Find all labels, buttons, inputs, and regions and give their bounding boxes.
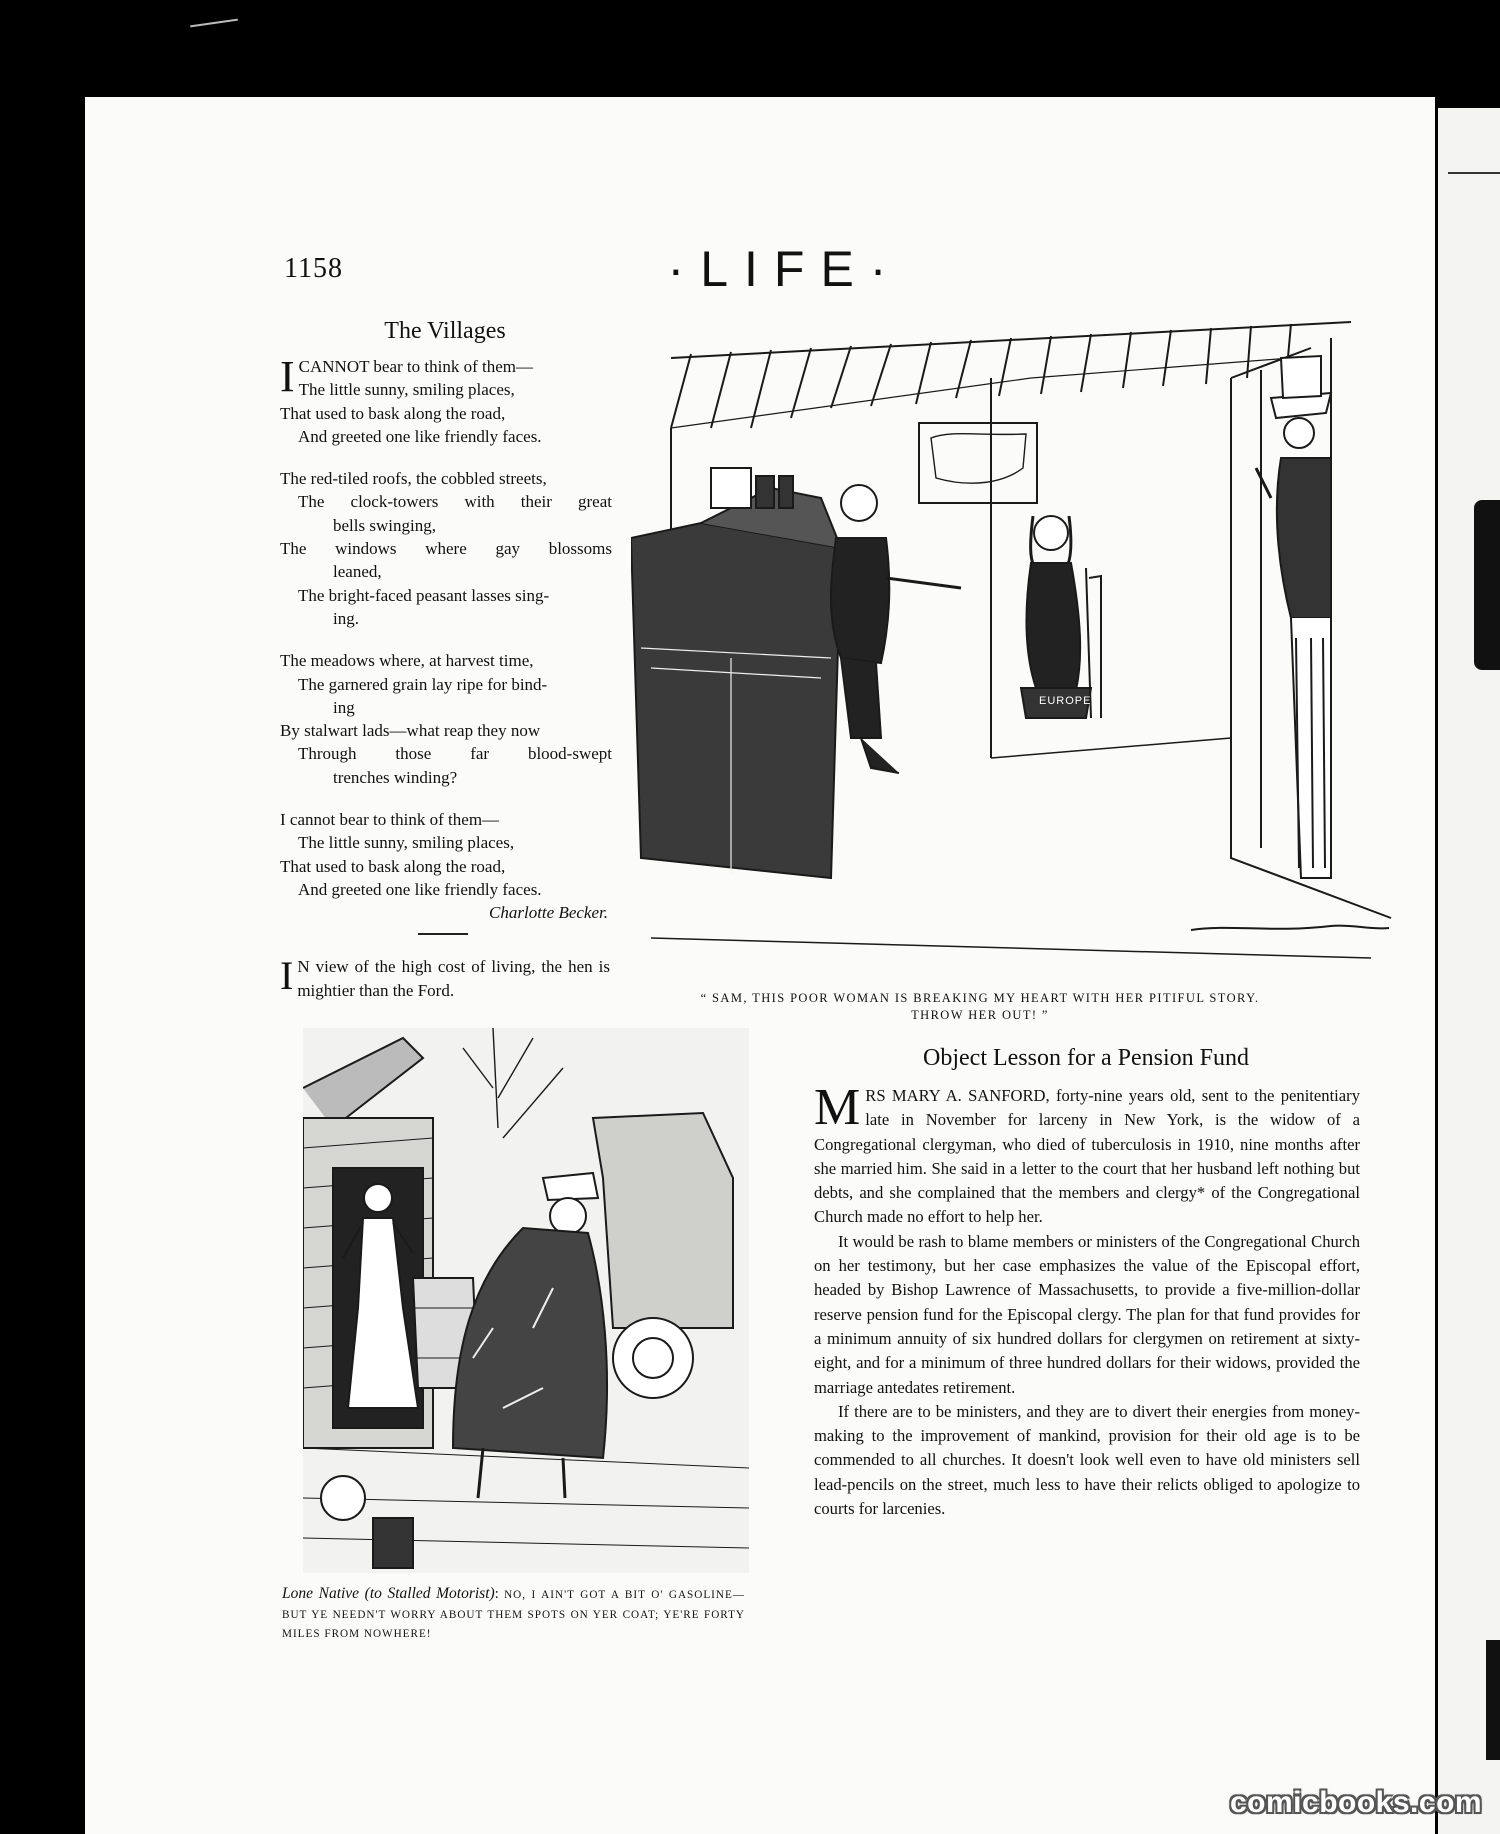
poem-line: Through those far blood-swept — [298, 744, 612, 764]
poem-line: leaned, — [333, 562, 382, 582]
poem-stanza-4 — [280, 808, 612, 924]
poem-line: By stalwart lads—what reap they now — [280, 721, 541, 741]
poem-line: The meadows where, at harvest time, — [280, 651, 534, 671]
poem-line: And greeted one like friendly faces. — [298, 879, 542, 899]
poem-body — [280, 352, 612, 925]
poem-line: The windows where gay blossoms — [280, 539, 612, 559]
poem-line: I cannot bear to think of them— — [280, 810, 500, 830]
adjacent-page-tab — [1474, 500, 1500, 670]
poem-line: The bright-faced peasant lasses sing- — [298, 585, 550, 605]
poem-line: And greeted one like friendly faces. — [298, 426, 542, 446]
caption-speaker: Lone Native (to Stalled Motorist) — [282, 1585, 495, 1602]
poem-line: trenches winding? — [333, 767, 458, 787]
adjacent-page-rule — [1448, 172, 1500, 174]
article-paragraph — [814, 1079, 1360, 1230]
poem-line: The little sunny, smiling places, — [298, 380, 515, 400]
page-number: 1158 — [284, 253, 343, 284]
epigram-drop-cap: I — [280, 953, 294, 998]
epigram — [280, 955, 610, 1003]
caption-line: “ SAM, THIS POOR WOMAN IS BREAKING MY HEART WITH HER PITIFUL STORY. — [700, 991, 1260, 1005]
epigram-text: N view of the high cost of living, the hen is mightier than the Ford. — [297, 957, 610, 1000]
scan-scratch-mark — [190, 19, 238, 28]
poem-stanza-3 — [280, 649, 612, 789]
poem-stanza-1 — [280, 352, 612, 448]
article-paragraph: If there are to be ministers, and they are to divert their energies from money-making to the improvement of mankind, provision for their old age is to be commended to all churches. It doesn't look well even to have old ministers sell lead-pencils on the street, much less to have their relicts obliged to apologize to courts for larcenies. — [814, 1401, 1360, 1519]
poem-line: bells swinging, — [333, 515, 436, 535]
caption-quote: NO, I AIN'T GOT A BIT O' GASOLINE—BUT YE NEEDN'T WORRY ABOUT THEM SPOTS ON YER COAT; YE'RE FORTY MILES FROM NOWHERE! — [282, 1589, 745, 1640]
section-divider — [418, 933, 468, 935]
article-body — [814, 1079, 1360, 1521]
poem-line: The little sunny, smiling places, — [298, 833, 515, 853]
poem-line: CANNOT bear to think of them— — [298, 357, 534, 376]
office-cartoon-caption — [660, 990, 1300, 1024]
article-paragraph: It would be rash to blame members or ministers of the Congregational Church on her testimony, but her case emphasizes the value of the Episcopal effort, headed by Bishop Lawrence of Massachusetts, to provide a five-million-dollar reserve pension fund for the Episcopal clergy. The plan for that fund provides for a minimum annuity of six hundred dollars for clergymen on retirement at sixty-eight, and for a minimum of three hundred dollars for their widows, provided the marriage antedates retirement. — [814, 1231, 1360, 1397]
poem-title: The Villages — [384, 318, 506, 344]
motorist-cartoon-caption — [282, 1585, 745, 1644]
site-watermark: comicbooks.com — [1230, 1786, 1483, 1819]
article-paragraph-text: RS MARY A. SANFORD, forty-nine years old, sent to the penitentiary late in November for larceny in New York, is the widow of a Congregational clergyman, who died of tuberculosis in 1910, nine months after she married him. She said in a letter to the court that her husband left nothing but debts, and she complained that the members and clergy* of the Congregational Church made no effort to help her. — [814, 1086, 1360, 1227]
poem-line: That used to bask along the road, — [280, 856, 506, 876]
poem-line: The garnered grain lay ripe for bind- — [298, 674, 548, 694]
article-drop-cap: M — [814, 1079, 861, 1136]
poem-author: Charlotte Becker. — [489, 903, 608, 923]
masthead-title: ·LIFE· — [667, 241, 903, 297]
poem-stanza-2 — [280, 467, 612, 630]
motorist-cartoon-illustration — [303, 1028, 749, 1573]
adjacent-page-tab-lower — [1486, 1640, 1500, 1760]
poem-line: That used to bask along the road, — [280, 403, 506, 423]
poem-line: ing — [333, 697, 355, 717]
office-cartoon-illustration — [631, 318, 1393, 964]
poem-line: ing. — [333, 608, 359, 628]
article-title: Object Lesson for a Pension Fund — [923, 1045, 1249, 1071]
poem-line: The clock-towers with their great — [298, 492, 612, 512]
caption-line: THROW HER OUT! ” — [911, 1008, 1049, 1022]
adjacent-page-edge — [1438, 108, 1500, 1834]
caption-colon: : — [494, 1586, 505, 1602]
poem-line: The red-tiled roofs, the cobbled streets, — [280, 469, 547, 489]
europe-label: EUROPE — [1039, 695, 1092, 707]
poem-drop-cap: I — [280, 352, 295, 401]
